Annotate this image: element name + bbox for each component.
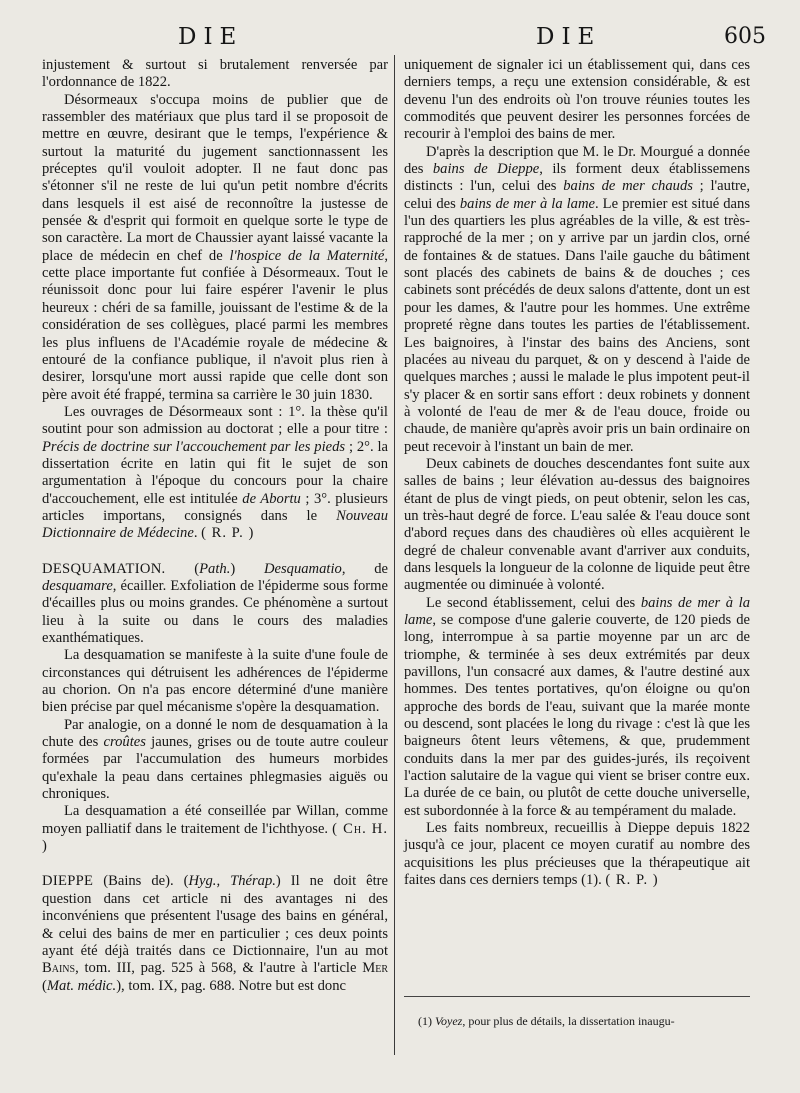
italic-run: Path. xyxy=(199,560,231,577)
italic-run: Précis de doctrine sur l'accouchement par les pieds xyxy=(42,438,346,455)
text-run: , cette place importante fut confiée à Désormeaux. Tout le réunissoit donc pour lui faire espérer l'avenir le plus heureux : chéri de sa famille, jouissant de l'estime & de la considération de ses collègues, placé parmi les membres les plus influens de l'Académie royale de médecine & entouré de la confiance publique, il n'avoit plus rien à desirer, lorsqu'une mort aussi rapide que celle dont son père avoit été frappé, termina sa carrière le 30 juin 1830. xyxy=(42,247,389,403)
text-run: D'après la description que M. le Dr. Mourgué a donnée des xyxy=(404,143,750,178)
small-caps-run: Mer xyxy=(362,960,388,977)
column-divider xyxy=(394,55,395,1055)
text-run: . Le premier est situé dans l'un des quartiers les plus agréables de la ville, & est très-rapproché de la mer ; on y arrive par un jardin clos, orné de fontaines & de statues. Dans l'aile gauche du bâtiment sont placés des cabinets de bains & de douches ; ces cabinets sont précédés de deux salons d'attente, dont un est pour les dames, & l'autre pour les hommes. Une extrême propreté règne dans toutes les parties de l'établissement. Les baignoires, à l'instar des bains des Anciens, sont placées au niveau du parquet, & on y descend à l'aide de quelques marches ; aussi le malade le plus impotent peut-il s'y placer & en sortir sans effort : deux robinets y donnent à volonté de l'eau de mer & de l'eau douce, froide ou chaude, de manière qu'après avoir pris un bain ordinaire on peut recevoir à l'instant un bain de mer. xyxy=(404,195,751,455)
footnote xyxy=(404,1014,750,1029)
italic-run: Voyez xyxy=(435,1014,463,1028)
text-run: ) xyxy=(230,560,264,577)
text-run: ), tom. IX, pag. 688. Notre but est donc xyxy=(116,977,346,994)
text-run: Les ouvrages de Désormeaux sont : 1°. la thèse qu'il soutint pour son admission au doctorat ; elle a pour titre : xyxy=(42,403,388,438)
italic-run: bains de mer à la lame xyxy=(404,594,750,628)
text-run: , ils forment deux établissemens distincts : l'un, celui des xyxy=(404,161,750,195)
paragraph xyxy=(42,803,388,855)
left-column xyxy=(42,57,388,995)
italic-run: bains de mer chauds xyxy=(563,178,693,195)
running-head-left: DIE xyxy=(178,24,244,50)
running-head-right: DIE xyxy=(536,24,602,50)
text-run: , de xyxy=(341,560,388,577)
entry-headword: DIEPPE xyxy=(42,873,94,890)
text-run: ) Il ne doit être question dans cet article ni des avantages ni des inconvéniens que présentent l'usage des bains en général, & celui des bains de mer en particulier ; ces deux points ayant été déjà traités dans ce Dictionnaire, l'un au mot xyxy=(42,873,388,959)
text-run: La desquamation a été conseillée par Willan, comme moyen palliatif dans le traitement de l'ichthyose. xyxy=(42,803,388,837)
paragraph: Deux cabinets de douches descendantes font suite aux salles de bains ; leur élévation au-dessus des baignoires étant de plus de vingt pieds, on peut obtenir, selon les cas, un très-haut degré de force. L'eau salée & l'eau douce sont d'abord reçues dans des chaudières où elles acquièrent le degré de chaleur convenable avant d'arriver aux conduits, dans lesquels la longueur de la colonne de liquide peut être augmentée ou diminuée à volonté. xyxy=(404,455,750,594)
italic-run: Nouveau Dictionnaire de Médecine xyxy=(42,507,388,542)
paragraph: uniquement de signaler ici un établissement qui, dans ces derniers temps, a reçu une extension considérable, & est devenu l'un des endroits où l'on trouve réunies toutes les commodités que peuvent desirer les personnes forcées de recourir à l'emploi des bains de mer. xyxy=(404,57,750,143)
paragraph xyxy=(404,595,750,820)
text-run: , se compose d'une galerie couverte, de 120 pieds de long, interrompue à sa partie moyenne par un arc de triomphe, & terminée à ses deux extrémités par deux pavillons, l'un consacré aux dames, & l'autre destiné aux hommes. Des tentes portatives, qu'on éloigne ou qu'on approche des bords de l'eau, suivant que la marée monte ou descend, sont placées le long du rivage : c'est là que les baigneurs ôtent leurs vêtemens, & que, prudemment conduits dans la mer par des guides-jurés, ils reçoivent l'action salutaire de la vague qui vient se briser contre eux. La durée de ce bain, ou plutôt de cette douche universelle, est subordonnée à la force & au tempérament du malade. xyxy=(404,612,750,819)
italic-run: desquamare xyxy=(42,577,113,594)
text-run: ; 2°. la dissertation écrite en latin qui fit le sujet de son argumentation à l'époque du concours pour la chaire d'accouchement, elle est intitulée xyxy=(42,438,388,507)
paragraph: injustement & surtout si brutalement renversée par l'ordonnance de 1822. xyxy=(42,57,388,91)
footnote-mark: (1) xyxy=(418,1014,432,1028)
text-run: ( xyxy=(165,560,200,577)
author-signature: ( Ch. H. ) xyxy=(42,820,388,855)
entry-desquamation xyxy=(42,561,388,648)
text-run: Les faits nombreux, recueillis à Dieppe depuis 1822 jusqu'à ce jour, placent ce moyen curatif au nombre des acquisitions les plus précieuses que la thérapeutique ait faites dans ces derniers temps (1). xyxy=(404,820,750,889)
footnote-rule xyxy=(404,996,750,997)
text-run: , tom. III, pag. 525 à 568, & l'autre à l'article xyxy=(75,960,363,977)
text-run: . xyxy=(193,525,198,542)
text-run: (Bains de). ( xyxy=(93,873,189,890)
italic-run: Hyg., Thérap. xyxy=(188,873,276,890)
text-run: Le second établissement, celui des xyxy=(426,594,641,611)
entry-dieppe xyxy=(42,873,388,994)
paragraph xyxy=(42,92,388,404)
paragraph xyxy=(42,404,388,543)
italic-run: l'hospice de la Maternité xyxy=(229,247,385,264)
small-caps-run: Bains xyxy=(42,960,76,977)
text-run: , pour plus de détails, la dissertation inaugu- xyxy=(462,1014,675,1028)
entry-gap xyxy=(42,855,388,873)
paragraph: La desquamation se manifeste à la suite d'une foule de circonstances qui détruisent les adhérences de l'épiderme au chorion. On n'a pas encore déterminé d'une manière bien précise par quel mécanisme s'opère la desquamation. xyxy=(42,647,388,716)
italic-run: bains de Dieppe xyxy=(432,161,540,178)
text-run: , écailler. Exfoliation de l'épiderme sous forme d'écailles plus ou moins grandes. Ce phénomène a surtout lieu à la suite ou dans le cours des maladies exanthématiques. xyxy=(42,577,388,646)
entry-gap xyxy=(42,543,388,561)
text-run: ( xyxy=(42,977,47,994)
entry-headword: DESQUAMATION. xyxy=(42,560,166,577)
italic-run: Desquamatio xyxy=(263,560,342,577)
text-run: Par analogie, on a donné le nom de desquamation à la chute des xyxy=(42,716,388,751)
text-run: ; 3°. plusieurs articles importans, consignés dans le xyxy=(42,490,388,524)
text-run: ; l'autre, celui des xyxy=(404,178,750,212)
italic-run: bains de mer à la lame xyxy=(459,195,596,212)
right-column xyxy=(404,57,750,890)
author-signature: ( R. P. ) xyxy=(605,872,659,889)
paragraph xyxy=(404,144,750,456)
author-signature: ( R. P. ) xyxy=(201,525,255,542)
italic-run: de Abortu xyxy=(242,490,301,507)
italic-run: croûtes xyxy=(103,734,146,751)
text-run: jaunes, grises ou de toute autre couleur formées par l'accumulation des humeurs morbides qu'exhale la peau dans certaines phlegmasies aiguës ou chroniques. xyxy=(42,734,388,803)
page-number: 605 xyxy=(724,24,766,49)
text-run: Désormeaux s'occupa moins de publier que de rassembler des matériaux que plus tard il se proposoit de mettre en œuvre, desirant que le temps, l'expérience & surtout la maturité du jugement sanctionnassent les préceptes qu'il vouloit adopter. Il ne faut donc pas s'étonner s'il ne reste de lui qu'un petit nombre d'écrits dans lesquels il est aisé de reconnoître la justesse de pensée & d'esprit qui formoit en quelque sorte le type de son caractère. La mort de Chaussier ayant laissé vacante la place de médecin en chef de xyxy=(42,91,388,264)
paragraph xyxy=(42,717,388,804)
paragraph xyxy=(404,820,750,889)
italic-run: Mat. médic. xyxy=(46,977,117,994)
